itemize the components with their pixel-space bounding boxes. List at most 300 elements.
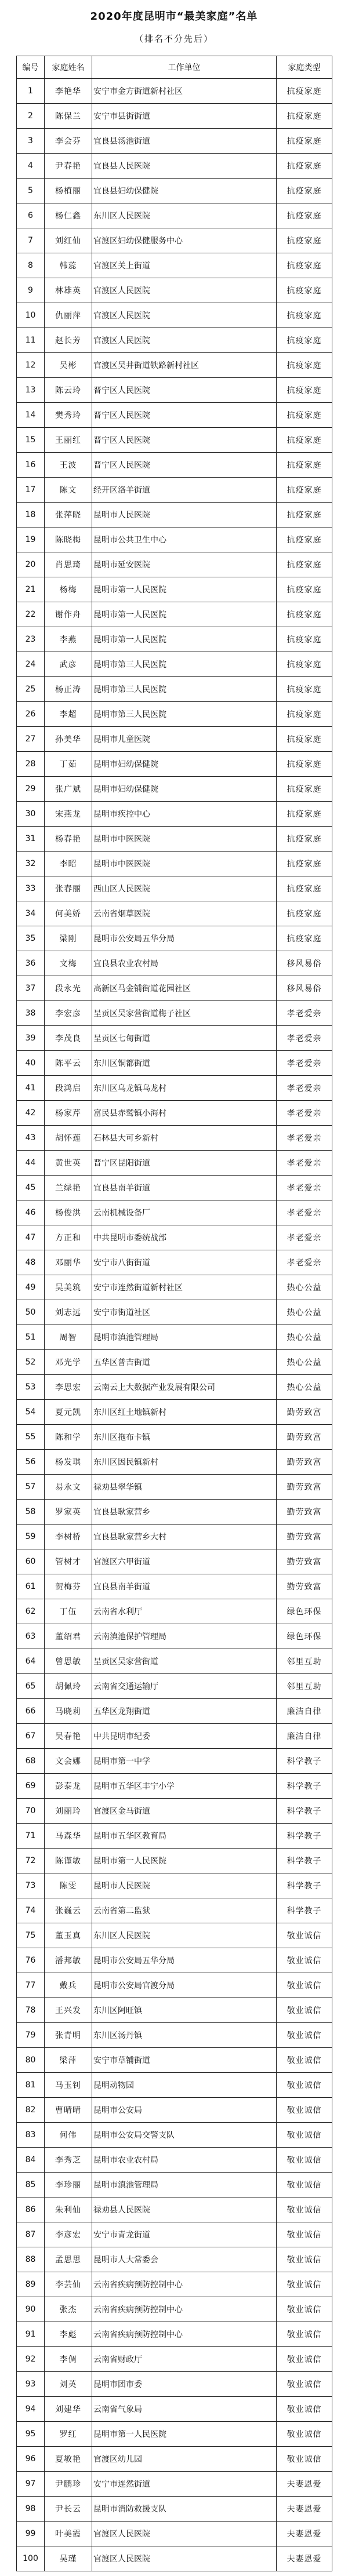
row-family-name: 杨正涛 [45,677,92,702]
row-work-unit: 昆明市延安医院 [92,552,277,577]
row-family-name: 陈雯 [45,1873,92,1898]
table-row [17,129,332,154]
table-row [17,2422,332,2447]
table-row [17,2073,332,2098]
row-family-name: 王波 [45,453,92,478]
table-row [17,278,332,303]
row-work-unit: 石林县大可乡新村 [92,1126,277,1151]
row-family-name: 李思宏 [45,1375,92,1400]
row-number: 44 [17,1151,45,1176]
table-row [17,1350,332,1375]
row-family-name: 陈云玲 [45,378,92,403]
row-work-unit: 昆明市第三人民医院 [92,677,277,702]
row-work-unit: 中共昆明市委统战部 [92,1225,277,1250]
table-row [17,1998,332,2023]
row-family-name: 潘邦敏 [45,1948,92,1973]
table-row [17,1699,332,1724]
table-row [17,1799,332,1824]
table-row [17,602,332,627]
row-family-name: 陈谨敏 [45,1849,92,1873]
row-family-name: 李彪 [45,2322,92,2347]
row-family-name: 曹晴晴 [45,2098,92,2123]
header-work-unit: 工作单位 [92,56,277,79]
row-work-unit: 昆明市第一人民医院 [92,2422,277,2447]
row-work-unit: 昆明市第一人民医院 [92,1849,277,1873]
table-row [17,2546,332,2571]
row-family-name: 何伟 [45,2123,92,2148]
row-number: 11 [17,328,45,353]
row-number: 80 [17,2048,45,2073]
row-work-unit: 官渡区妇幼保健服务中心 [92,228,277,253]
row-family-name: 马玉钊 [45,2073,92,2098]
row-work-unit: 晋宁区人民医院 [92,453,277,478]
table-row [17,2322,332,2347]
row-family-type: 抗疫家庭 [277,777,332,802]
row-number: 21 [17,577,45,602]
row-family-type: 敬业诚信 [277,2197,332,2222]
row-number: 14 [17,403,45,428]
table-row [17,1026,332,1051]
row-work-unit: 昆明市消防救援支队 [92,2497,277,2522]
table-row [17,303,332,328]
table-row [17,253,332,278]
table-row [17,228,332,253]
table-row [17,1225,332,1250]
row-family-name: 梁萍 [45,2048,92,2073]
row-number: 67 [17,1724,45,1749]
row-work-unit: 云南省疾病预防控制中心 [92,2322,277,2347]
row-family-type: 敬业诚信 [277,2422,332,2447]
row-family-type: 孝老爱亲 [277,1225,332,1250]
row-family-type: 勤劳致富 [277,1450,332,1475]
row-number: 32 [17,852,45,876]
row-number: 42 [17,1101,45,1126]
row-work-unit: 云南滇池保护管理局 [92,1624,277,1649]
row-family-name: 丁伍 [45,1599,92,1624]
row-work-unit: 官渡区人民医院 [92,328,277,353]
row-family-type: 抗疫家庭 [277,702,332,727]
table-row [17,1475,332,1500]
row-number: 82 [17,2098,45,2123]
row-family-name: 邓丽华 [45,1250,92,1275]
row-work-unit: 昆明市农业农村局 [92,2148,277,2173]
row-family-type: 孝老爱亲 [277,1051,332,1076]
table-row [17,1400,332,1425]
row-family-type: 科学教子 [277,1898,332,1923]
row-family-name: 张巍云 [45,1898,92,1923]
table-row [17,2123,332,2148]
row-family-name: 贺梅芬 [45,1574,92,1599]
row-number: 100 [17,2546,45,2571]
row-family-type: 抗疫家庭 [277,901,332,926]
row-family-type: 孝老爱亲 [277,1126,332,1151]
row-number: 90 [17,2297,45,2322]
row-number: 15 [17,428,45,453]
row-family-name: 方正和 [45,1225,92,1250]
row-family-name: 张萍晓 [45,503,92,527]
table-row [17,951,332,976]
table-row [17,1001,332,1026]
table-row [17,2297,332,2322]
table-row [17,627,332,652]
row-work-unit: 云南省水利厅 [92,1599,277,1624]
row-number: 34 [17,901,45,926]
row-number: 7 [17,228,45,253]
row-family-type: 抗疫家庭 [277,827,332,852]
row-family-type: 热心公益 [277,1275,332,1300]
table-row [17,1300,332,1325]
table-header-row [17,56,332,79]
table-row [17,1151,332,1176]
row-family-type: 抗疫家庭 [277,253,332,278]
row-family-name: 马森华 [45,1824,92,1849]
row-number: 26 [17,702,45,727]
row-work-unit: 昆明市滇池管理局 [92,2173,277,2197]
row-number: 73 [17,1873,45,1898]
row-family-type: 敬业诚信 [277,2322,332,2347]
row-family-name: 董玉真 [45,1923,92,1948]
row-family-type: 夫妻恩爱 [277,2546,332,2571]
table-row [17,403,332,428]
row-number: 72 [17,1849,45,1873]
row-work-unit: 东川区拖布卡镇 [92,1425,277,1450]
row-number: 10 [17,303,45,328]
row-work-unit: 安宁市街道社区 [92,1300,277,1325]
table-row [17,2522,332,2546]
table-row [17,976,332,1001]
table-row [17,777,332,802]
row-family-type: 敬业诚信 [277,2447,332,2472]
row-family-type: 勤劳致富 [277,1500,332,1525]
row-family-name: 谢作舟 [45,602,92,627]
row-work-unit: 昆明市公安局官渡分局 [92,1973,277,1998]
table-row [17,827,332,852]
table-row [17,901,332,926]
row-family-name: 何美娇 [45,901,92,926]
row-family-type: 勤劳致富 [277,1425,332,1450]
row-work-unit: 官渡区六甲街道 [92,1549,277,1574]
table-row [17,79,332,104]
row-work-unit: 昆明市五华区丰宁小学 [92,1774,277,1799]
row-number: 2 [17,104,45,129]
row-family-name: 夏元凯 [45,1400,92,1425]
row-work-unit: 东川区人民医院 [92,203,277,228]
table-row [17,1425,332,1450]
row-family-name: 林雄英 [45,278,92,303]
row-number: 9 [17,278,45,303]
row-family-name: 李艳华 [45,79,92,104]
row-family-type: 廉洁自律 [277,1724,332,1749]
row-family-name: 段永光 [45,976,92,1001]
row-family-name: 韩蕊 [45,253,92,278]
row-family-type: 敬业诚信 [277,2173,332,2197]
row-family-type: 孝老爱亲 [277,1001,332,1026]
row-number: 19 [17,527,45,552]
row-number: 22 [17,602,45,627]
row-family-name: 李会芬 [45,129,92,154]
row-family-name: 陈保兰 [45,104,92,129]
row-number: 8 [17,253,45,278]
row-work-unit: 昆明市第一中学 [92,1749,277,1774]
table-row [17,2472,332,2497]
row-family-type: 抗疫家庭 [277,453,332,478]
row-work-unit: 经开区洛羊街道 [92,478,277,503]
row-family-type: 敬业诚信 [277,2372,332,2397]
row-work-unit: 宜良县人民医院 [92,154,277,179]
row-family-name: 孟思思 [45,2247,92,2272]
row-work-unit: 晋宁区人民医院 [92,378,277,403]
row-work-unit: 宜良县耿家营乡 [92,1500,277,1525]
table-row [17,2447,332,2472]
row-number: 28 [17,752,45,777]
row-work-unit: 宜良县南羊街道 [92,1574,277,1599]
row-number: 13 [17,378,45,403]
row-number: 46 [17,1200,45,1225]
table-row [17,1849,332,1873]
row-number: 92 [17,2347,45,2372]
table-row [17,752,332,777]
table-row [17,677,332,702]
row-number: 16 [17,453,45,478]
row-number: 70 [17,1799,45,1824]
row-work-unit: 东川区阿旺镇 [92,1998,277,2023]
row-family-name: 董绍君 [45,1624,92,1649]
row-number: 68 [17,1749,45,1774]
row-work-unit: 晋宁区人民医院 [92,428,277,453]
header-number: 编号 [17,56,45,79]
row-family-name: 李超 [45,702,92,727]
row-work-unit: 昆明市人民医院 [92,1873,277,1898]
row-number: 18 [17,503,45,527]
row-work-unit: 昆明市第一人民医院 [92,602,277,627]
table-row [17,378,332,403]
table-row [17,1624,332,1649]
table-row [17,1525,332,1549]
row-family-name: 张青明 [45,2023,92,2048]
row-number: 49 [17,1275,45,1300]
row-number: 93 [17,2372,45,2397]
row-family-type: 抗疫家庭 [277,752,332,777]
row-work-unit: 昆明市妇幼保健院 [92,777,277,802]
row-family-name: 胡佩玲 [45,1674,92,1699]
table-row [17,1824,332,1849]
row-number: 85 [17,2173,45,2197]
row-family-name: 宋燕龙 [45,802,92,827]
row-work-unit: 昆明动物园 [92,2073,277,2098]
table-row [17,1574,332,1599]
row-work-unit: 五华区龙翔街道 [92,1699,277,1724]
row-family-type: 抗疫家庭 [277,552,332,577]
row-family-name: 周智 [45,1325,92,1350]
row-work-unit: 昆明市人大常委会 [92,2247,277,2272]
table-row [17,652,332,677]
row-work-unit: 晋宁区昆阳街道 [92,1151,277,1176]
table-row [17,453,332,478]
row-family-name: 吴美筑 [45,1275,92,1300]
row-family-type: 热心公益 [277,1375,332,1400]
row-family-name: 叶美霞 [45,2522,92,2546]
row-family-type: 夫妻恩爱 [277,2472,332,2497]
row-number: 86 [17,2197,45,2222]
row-number: 57 [17,1475,45,1500]
row-family-name: 丁茹 [45,752,92,777]
row-work-unit: 昆明市公安局五华分局 [92,926,277,951]
row-work-unit: 富民县赤鹫镇小海村 [92,1101,277,1126]
row-number: 54 [17,1400,45,1425]
row-work-unit: 昆明市滇池管理局 [92,1325,277,1350]
row-work-unit: 昆明市妇幼保健院 [92,752,277,777]
row-family-type: 抗疫家庭 [277,129,332,154]
row-family-type: 敬业诚信 [277,2023,332,2048]
table-row [17,1325,332,1350]
row-work-unit: 官渡区幼儿园 [92,2447,277,2472]
row-family-type: 孝老爱亲 [277,1250,332,1275]
row-family-type: 敬业诚信 [277,2272,332,2297]
row-number: 77 [17,1973,45,1998]
row-family-type: 科学教子 [277,1774,332,1799]
row-family-name: 兰绿艳 [45,1176,92,1200]
row-family-type: 抗疫家庭 [277,403,332,428]
table-row [17,1774,332,1799]
row-family-type: 抗疫家庭 [277,179,332,203]
row-family-type: 抗疫家庭 [277,353,332,378]
row-number: 78 [17,1998,45,2023]
row-number: 61 [17,1574,45,1599]
row-number: 1 [17,79,45,104]
row-family-name: 朱利仙 [45,2197,92,2222]
row-family-name: 张广斌 [45,777,92,802]
row-family-type: 热心公益 [277,1350,332,1375]
table-row [17,1450,332,1475]
row-number: 81 [17,2073,45,2098]
row-number: 63 [17,1624,45,1649]
row-family-type: 抗疫家庭 [277,876,332,901]
table-row [17,2347,332,2372]
row-family-name: 李芸仙 [45,2272,92,2297]
row-family-name: 赵长芳 [45,328,92,353]
row-family-type: 廉洁自律 [277,1699,332,1724]
table-row [17,926,332,951]
row-number: 43 [17,1126,45,1151]
row-family-type: 绿色环保 [277,1624,332,1649]
row-family-type: 敬业诚信 [277,1998,332,2023]
row-family-type: 抗疫家庭 [277,303,332,328]
row-family-name: 管树才 [45,1549,92,1574]
row-family-name: 黄世英 [45,1151,92,1176]
row-family-type: 抗疫家庭 [277,527,332,552]
table-row [17,1873,332,1898]
row-family-type: 夫妻恩爱 [277,2522,332,2546]
row-work-unit: 云南省烟草医院 [92,901,277,926]
row-number: 29 [17,777,45,802]
table-row [17,2397,332,2422]
row-family-type: 勤劳致富 [277,1549,332,1574]
row-family-type: 勤劳致富 [277,1400,332,1425]
table-row [17,1200,332,1225]
row-family-type: 孝老爱亲 [277,1176,332,1200]
row-work-unit: 高新区马金铺街道花园社区 [92,976,277,1001]
row-family-name: 李宏彦 [45,1001,92,1026]
row-family-name: 尹长云 [45,2497,92,2522]
row-family-name: 杨梅 [45,577,92,602]
row-family-type: 抗疫家庭 [277,727,332,752]
row-work-unit: 云南机械设备厂 [92,1200,277,1225]
row-number: 91 [17,2322,45,2347]
row-work-unit: 禄劝县人民医院 [92,2197,277,2222]
row-work-unit: 昆明市第一人民医院 [92,627,277,652]
document-title: 2020年度昆明市“最美家庭”名单 [90,10,258,23]
row-family-type: 科学教子 [277,1799,332,1824]
row-work-unit: 官渡区人民医院 [92,303,277,328]
row-number: 24 [17,652,45,677]
row-family-type: 科学教子 [277,1873,332,1898]
row-family-type: 敬业诚信 [277,2048,332,2073]
row-work-unit: 宜良县汤池街道 [92,129,277,154]
row-family-type: 科学教子 [277,1749,332,1774]
row-work-unit: 西山区人民医院 [92,876,277,901]
row-work-unit: 安宁市金方街道新村社区 [92,79,277,104]
row-family-type: 敬业诚信 [277,2347,332,2372]
row-number: 39 [17,1026,45,1051]
row-work-unit: 云南省疾病预防控制中心 [92,2297,277,2322]
table-row [17,702,332,727]
row-number: 65 [17,1674,45,1699]
row-number: 88 [17,2247,45,2272]
row-family-type: 敬业诚信 [277,2247,332,2272]
row-family-type: 抗疫家庭 [277,228,332,253]
row-number: 38 [17,1001,45,1026]
table-row [17,1599,332,1624]
row-work-unit: 晋宁区人民医院 [92,403,277,428]
table-row [17,2272,332,2297]
row-family-name: 刘建华 [45,2397,92,2422]
row-number: 36 [17,951,45,976]
row-work-unit: 安宁市青龙街道 [92,2222,277,2247]
row-number: 12 [17,353,45,378]
row-work-unit: 东川区铜都街道 [92,1051,277,1076]
table-row [17,552,332,577]
document-subtitle: （排名不分先后） [134,34,213,44]
row-family-type: 科学教子 [277,1824,332,1849]
row-family-name: 罗红 [45,2422,92,2447]
table-row [17,478,332,503]
row-family-type: 抗疫家庭 [277,926,332,951]
table-row [17,1898,332,1923]
row-family-type: 抗疫家庭 [277,378,332,403]
row-work-unit: 东川区人民医院 [92,1923,277,1948]
row-family-type: 热心公益 [277,1325,332,1350]
table-row [17,1724,332,1749]
row-family-type: 敬业诚信 [277,1923,332,1948]
table-row [17,577,332,602]
row-work-unit: 安宁市八街街道 [92,1250,277,1275]
row-work-unit: 东川区汤丹镇 [92,2023,277,2048]
table-row [17,503,332,527]
table-row [17,852,332,876]
header-family-name: 家庭姓名 [45,56,92,79]
row-family-name: 易永文 [45,1475,92,1500]
row-family-name: 吴瑾 [45,2546,92,2571]
row-work-unit: 呈贡区吴家营街道梅子社区 [92,1001,277,1026]
row-family-type: 抗疫家庭 [277,652,332,677]
row-number: 40 [17,1051,45,1076]
table-row [17,203,332,228]
row-number: 30 [17,802,45,827]
row-work-unit: 云南省气象局 [92,2397,277,2422]
row-work-unit: 昆明市公安局五华分局 [92,1948,277,1973]
row-family-type: 勤劳致富 [277,1475,332,1500]
table-row [17,1126,332,1151]
